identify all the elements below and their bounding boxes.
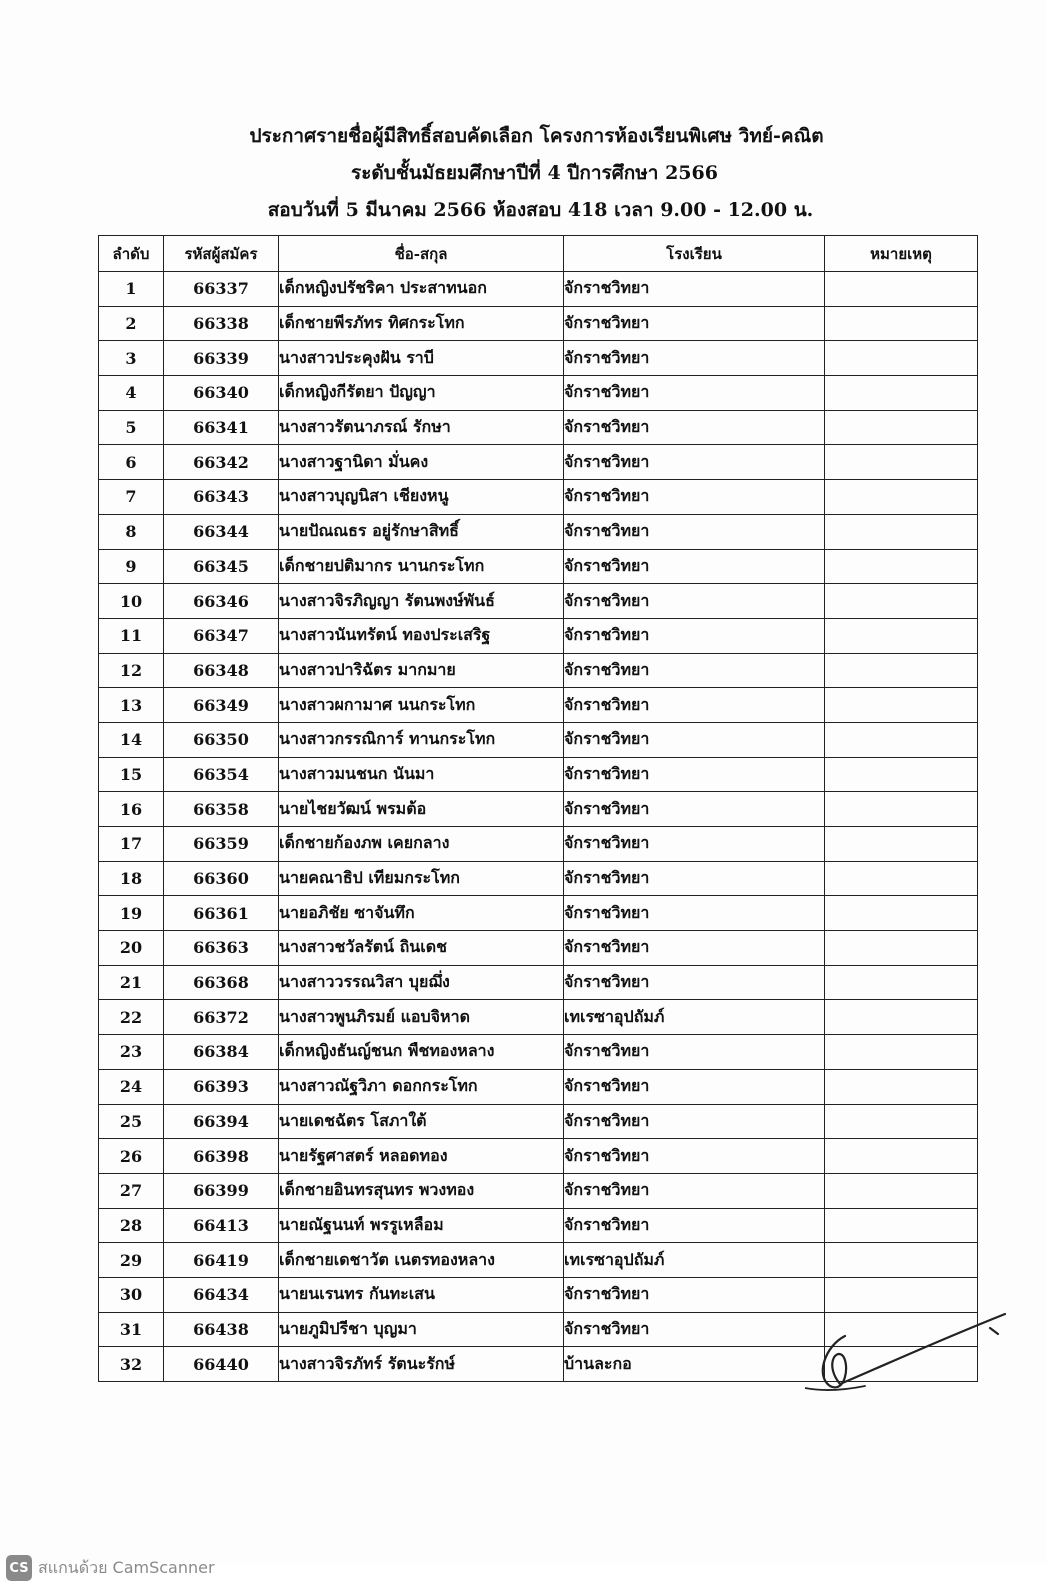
row-name: นางสาวชวัลรัตน์ ถินเดช [279,931,564,966]
row-order: 29 [99,1243,164,1278]
row-order: 4 [99,376,164,411]
row-applicant-id: 66394 [164,1104,279,1139]
title-line-3: สอบวันที่ 5 มีนาคม 2566 ห้องสอบ 418 เวลา 9.00 - 12.00 น. [267,199,814,221]
row-applicant-id: 66360 [164,861,279,896]
title-line-2: ระดับชั้นมัธยมศึกษาปีที่ 4 ปีการศึกษา 2566 [351,162,718,184]
row-remark [825,722,978,757]
row-name: เด็กชายเดชาวัต เนตรทองหลาง [279,1243,564,1278]
row-remark [825,965,978,1000]
row-name: นายณัฐนนท์ พรรูเหลือม [279,1208,564,1243]
row-remark [825,1208,978,1243]
row-remark [825,376,978,411]
row-school: จักราชวิทยา [564,410,825,445]
row-order: 26 [99,1139,164,1174]
row-order: 32 [99,1347,164,1382]
row-applicant-id: 66398 [164,1139,279,1174]
row-name: เด็กชายก้องภพ เคยกลาง [279,827,564,862]
row-remark [825,445,978,480]
row-remark [825,1173,978,1208]
table-row [99,1104,978,1139]
row-order: 13 [99,688,164,723]
candidate-table [98,235,978,1382]
row-school: จักราชวิทยา [564,272,825,307]
row-applicant-id: 66337 [164,272,279,307]
document-header [0,118,1047,229]
table-header-row [99,236,978,272]
row-school: จักราชวิทยา [564,445,825,480]
row-remark [825,653,978,688]
table-row [99,514,978,549]
row-order: 10 [99,584,164,619]
row-remark [825,931,978,966]
row-remark [825,1104,978,1139]
row-remark [825,896,978,931]
col-header-name: ชื่อ-สกุล [279,236,564,272]
row-school: จักราชวิทยา [564,1208,825,1243]
row-order: 11 [99,618,164,653]
row-remark [825,584,978,619]
row-remark [825,1139,978,1174]
title-line-1: ประกาศรายชื่อผู้มีสิทธิ์สอบคัดเลือก โครงการห้องเรียนพิเศษ วิทย์-คณิต [249,125,824,147]
row-school: จักราชวิทยา [564,861,825,896]
row-name: นางสาวนันทรัตน์ ทองประเสริฐ [279,618,564,653]
row-school: จักราชวิทยา [564,965,825,1000]
table-row [99,792,978,827]
row-school: จักราชวิทยา [564,480,825,515]
row-applicant-id: 66361 [164,896,279,931]
row-name: นางสาวประคุงฝัน ราบี [279,341,564,376]
table-row [99,722,978,757]
row-name: นางสาวรัตนาภรณ์ รักษา [279,410,564,445]
row-school: จักราชวิทยา [564,653,825,688]
row-name: เด็กหญิงธันญ์ชนก พืชทองหลาง [279,1035,564,1070]
row-school: จักราชวิทยา [564,1035,825,1070]
table-row [99,653,978,688]
row-school: จักราชวิทยา [564,1173,825,1208]
row-name: นางสาวจิรภิญญา รัตนพงษ์พันธ์ [279,584,564,619]
row-name: นายคณาธิป เทียมกระโทก [279,861,564,896]
row-order: 23 [99,1035,164,1070]
row-applicant-id: 66342 [164,445,279,480]
row-applicant-id: 66338 [164,306,279,341]
row-name: เด็กชายอินทรสุนทร พวงทอง [279,1173,564,1208]
row-applicant-id: 66399 [164,1173,279,1208]
row-applicant-id: 66358 [164,792,279,827]
col-header-school: โรงเรียน [564,236,825,272]
row-school: จักราชวิทยา [564,896,825,931]
row-order: 9 [99,549,164,584]
row-order: 31 [99,1312,164,1347]
row-name: เด็กหญิงกีรัตยา ปัญญา [279,376,564,411]
row-order: 1 [99,272,164,307]
row-name: นายไชยวัฒน์ พรมต้อ [279,792,564,827]
table-row [99,1069,978,1104]
row-order: 12 [99,653,164,688]
row-order: 7 [99,480,164,515]
row-applicant-id: 66345 [164,549,279,584]
row-applicant-id: 66343 [164,480,279,515]
row-school: เทเรซาอุปถัมภ์ [564,1000,825,1035]
row-remark [825,618,978,653]
row-remark [825,306,978,341]
table-row [99,1208,978,1243]
row-order: 28 [99,1208,164,1243]
row-remark [825,688,978,723]
row-school: จักราชวิทยา [564,792,825,827]
table-row [99,1035,978,1070]
row-school: จักราชวิทยา [564,306,825,341]
row-remark [825,792,978,827]
row-school: จักราชวิทยา [564,1277,825,1312]
row-applicant-id: 66339 [164,341,279,376]
row-school: จักราชวิทยา [564,688,825,723]
row-order: 16 [99,792,164,827]
row-remark [825,480,978,515]
row-name: เด็กชายพีรภัทร ทิศกระโทก [279,306,564,341]
row-remark [825,514,978,549]
table-row [99,1139,978,1174]
col-header-order: ลำดับ [99,236,164,272]
row-remark [825,341,978,376]
row-school: จักราชวิทยา [564,584,825,619]
row-applicant-id: 66413 [164,1208,279,1243]
table-row [99,549,978,584]
table-row [99,376,978,411]
row-school: จักราชวิทยา [564,757,825,792]
row-name: นายภูมิปรีชา บุญมา [279,1312,564,1347]
row-name: นายเดชฉัตร โสภาใต้ [279,1104,564,1139]
row-applicant-id: 66346 [164,584,279,619]
row-name: นางสาวผกามาศ นนกระโทก [279,688,564,723]
scanner-watermark [6,1553,215,1583]
row-applicant-id: 66350 [164,722,279,757]
table-row [99,1000,978,1035]
row-remark [825,1035,978,1070]
table-row [99,306,978,341]
row-name: นายอภิชัย ซาจันทึก [279,896,564,931]
camscanner-logo-icon: CS [6,1555,32,1581]
row-school: จักราชวิทยา [564,514,825,549]
row-applicant-id: 66349 [164,688,279,723]
row-applicant-id: 66434 [164,1277,279,1312]
row-applicant-id: 66368 [164,965,279,1000]
row-name: เด็กชายปติมากร นานกระโทก [279,549,564,584]
row-name: นางสาวฐานิดา มั่นคง [279,445,564,480]
table-row [99,757,978,792]
row-name: นางสาวมนชนก นันมา [279,757,564,792]
row-applicant-id: 66438 [164,1312,279,1347]
row-order: 21 [99,965,164,1000]
row-applicant-id: 66419 [164,1243,279,1278]
row-remark [825,757,978,792]
row-order: 19 [99,896,164,931]
row-school: เทเรซาอุปถัมภ์ [564,1243,825,1278]
row-remark [825,1000,978,1035]
table-row [99,410,978,445]
row-applicant-id: 66341 [164,410,279,445]
row-order: 20 [99,931,164,966]
row-school: จักราชวิทยา [564,827,825,862]
row-remark [825,549,978,584]
table-row [99,827,978,862]
row-order: 17 [99,827,164,862]
row-school: จักราชวิทยา [564,1312,825,1347]
row-order: 18 [99,861,164,896]
row-name: นางสาวพูนภิรมย์ แอบจิหาด [279,1000,564,1035]
row-school: จักราชวิทยา [564,1139,825,1174]
row-applicant-id: 66384 [164,1035,279,1070]
row-order: 3 [99,341,164,376]
row-order: 8 [99,514,164,549]
row-remark [825,410,978,445]
table-row [99,341,978,376]
row-name: นายรัฐศาสตร์ หลอดทอง [279,1139,564,1174]
row-order: 14 [99,722,164,757]
row-applicant-id: 66344 [164,514,279,549]
col-header-applicant-id: รหัสผู้สมัคร [164,236,279,272]
row-order: 22 [99,1000,164,1035]
row-applicant-id: 66347 [164,618,279,653]
row-name: นางสาวบุญนิสา เชียงหนู [279,480,564,515]
table-row [99,861,978,896]
row-remark [825,1069,978,1104]
row-name: นางสาวปาริฉัตร มากมาย [279,653,564,688]
row-school: จักราชวิทยา [564,376,825,411]
row-applicant-id: 66359 [164,827,279,862]
table-row [99,584,978,619]
table-row [99,618,978,653]
row-name: นางสาวจิรภัทร์ รัตนะรักษ์ [279,1347,564,1382]
row-school: บ้านละกอ [564,1347,825,1382]
row-remark [825,827,978,862]
row-school: จักราชวิทยา [564,549,825,584]
row-remark [825,861,978,896]
row-school: จักราชวิทยา [564,1069,825,1104]
row-name: นางสาวณัฐวิภา ดอกกระโทก [279,1069,564,1104]
row-name: นายปัณณธร อยู่รักษาสิทธิ์ [279,514,564,549]
row-applicant-id: 66363 [164,931,279,966]
table-row [99,445,978,480]
col-header-remark: หมายเหตุ [825,236,978,272]
row-order: 6 [99,445,164,480]
signature-icon [805,1306,1015,1396]
table-row [99,896,978,931]
row-name: นางสาววรรณวิสา บุยฌึ่ง [279,965,564,1000]
table-row [99,1173,978,1208]
row-order: 2 [99,306,164,341]
row-order: 27 [99,1173,164,1208]
table-row [99,931,978,966]
row-order: 5 [99,410,164,445]
row-school: จักราชวิทยา [564,618,825,653]
row-remark [825,272,978,307]
row-order: 15 [99,757,164,792]
row-name: นายนเรนทร กันทะเสน [279,1277,564,1312]
table-row [99,688,978,723]
row-applicant-id: 66340 [164,376,279,411]
row-school: จักราชวิทยา [564,931,825,966]
table-row [99,480,978,515]
row-name: เด็กหญิงปรัชริคา ประสาทนอก [279,272,564,307]
row-order: 24 [99,1069,164,1104]
table-row [99,965,978,1000]
row-applicant-id: 66348 [164,653,279,688]
row-applicant-id: 66393 [164,1069,279,1104]
watermark-text: สแกนด้วย CamScanner [38,1557,215,1577]
row-school: จักราชวิทยา [564,341,825,376]
row-order: 25 [99,1104,164,1139]
row-name: นางสาวกรรณิการ์ ทานกระโทก [279,722,564,757]
row-applicant-id: 66372 [164,1000,279,1035]
row-order: 30 [99,1277,164,1312]
row-applicant-id: 66354 [164,757,279,792]
table-row [99,1243,978,1278]
table-row [99,272,978,307]
row-school: จักราชวิทยา [564,722,825,757]
row-applicant-id: 66440 [164,1347,279,1382]
row-school: จักราชวิทยา [564,1104,825,1139]
row-remark [825,1243,978,1278]
